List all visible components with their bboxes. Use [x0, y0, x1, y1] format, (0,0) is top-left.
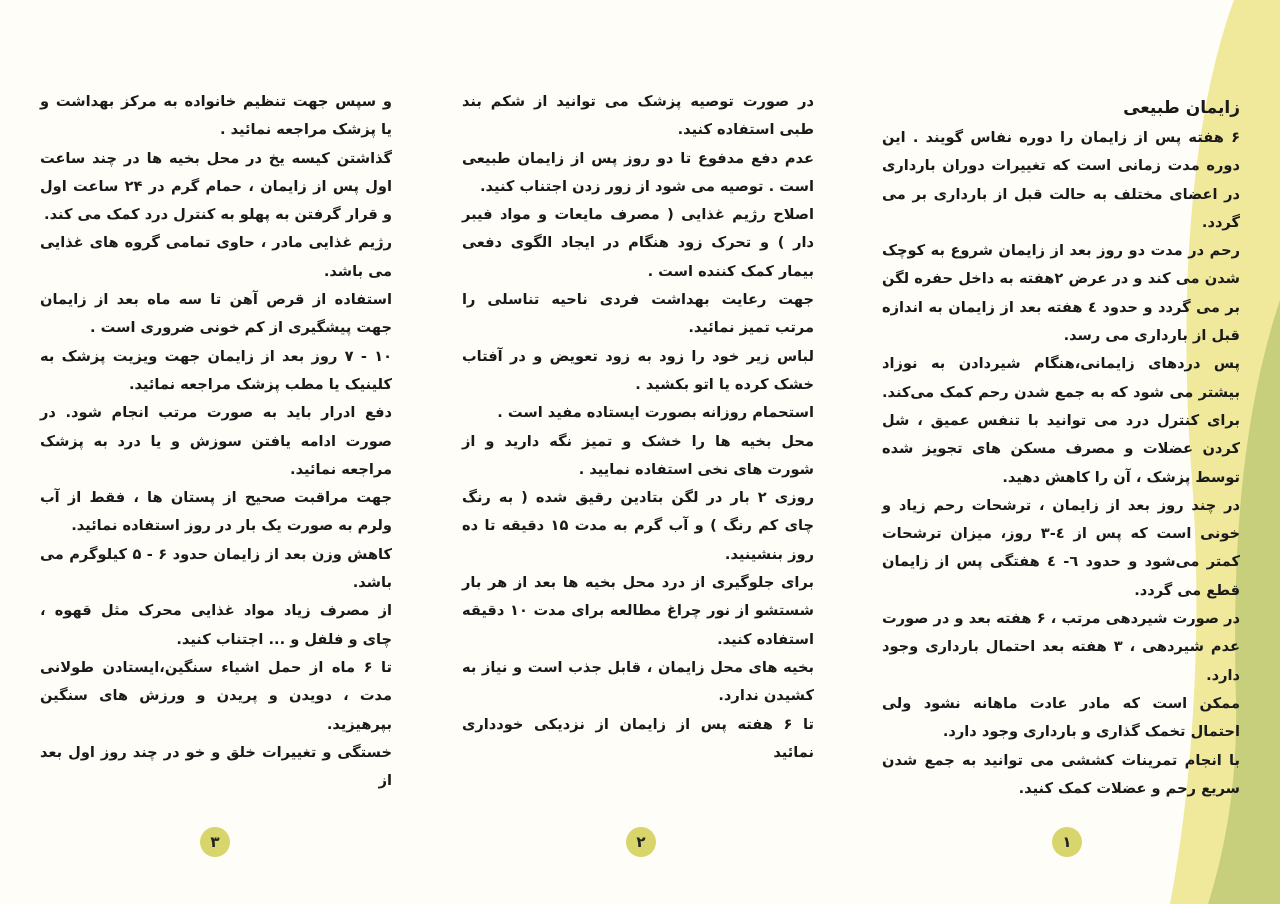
paragraph: رحم در مدت دو روز بعد از زایمان شروع به کوچک شدن می کند و در عرض ۲هفته به داخل حفره لگن بر می گردد و حدود ٤ هفته بعد از زایمان به اندازه قبل از بارداری می رسد.: [882, 242, 1240, 345]
paragraph: از مصرف زیاد مواد غذایی محرک مثل قهوه ، چای و فلفل و ... اجتناب کنید.: [40, 602, 392, 648]
page-1-column: [882, 94, 1240, 803]
paragraph: جهت مراقبت صحیح از پستان ها ، فقط از آب ولرم به صورت یک بار در روز استفاده نمائید.: [40, 489, 392, 535]
paragraph: تا ۶ ماه از حمل اشیاء سنگین،ایستادن طولانی مدت ، دویدن و پریدن و ورزش های سنگین بپرهیزید.: [40, 658, 392, 733]
paragraph: برای جلوگیری از درد محل بخیه ها بعد از هر بار شستشو از نور چراغ مطالعه برای مدت ۱۰ دقیقه استفاده کنید.: [462, 574, 815, 648]
page-number-badge: ۲: [626, 827, 656, 857]
paragraph: خستگی و تغییرات خلق و خو در چند روز اول بعد از: [40, 743, 392, 790]
page-2-column: [462, 88, 814, 767]
paragraph: رژیم غذایی مادر ، حاوی تمامی گروه های غذایی می باشد.: [40, 234, 392, 280]
page-number-badge: ۳: [200, 827, 230, 857]
paragraph: در صورت توصیه پزشک می توانید از شکم بند طبی استفاده کنید.: [462, 93, 814, 139]
paragraph: ۶ هفته پس از زایمان را دوره نفاس گویند . این دوره مدت زمانی است که تغییرات دوران بارداری در اعضای مختلف به حالت قبل از بارداری بر می گردد.: [882, 129, 1240, 231]
paragraph: و سپس جهت تنظیم خانواده به مرکز بهداشت و یا پزشک مراجعه نمائید .: [40, 93, 392, 139]
paragraph: در چند روز بعد از زایمان ، ترشحات رحم زیاد و خونی است که پس از ٤-٣ روز، میزان ترشحات کمتر می‌شود و حدود ٦- ٤ هفتگی پس از زایمان قطع می گردد.: [882, 496, 1241, 599]
paragraph: ممکن است که مادر عادت ماهانه نشود ولی احتمال تخمک گذاری و بارداری وجود دارد.: [882, 694, 1240, 741]
paragraph: پس دردهای زایمانی،هنگام شیردادن به نوزاد بیشتر می شود که به جمع شدن رحم کمک می‌کند. برای کنترل درد می توانید با تنفس عمیق ، شل کردن عضلات و مصرف مسکن های تجویز شده توسط پزشک ، آن را کاهش دهید.: [882, 355, 1240, 486]
paragraph: کاهش وزن بعد از زایمان حدود ۶ - ۵ کیلوگرم می باشد.: [40, 545, 392, 592]
paragraph: تا ۶ هفته پس از زایمان از نزدیکی خودداری نمائید: [462, 715, 815, 761]
paragraph: ۱۰ - ۷ روز بعد از زایمان جهت ویزیت پزشک به کلینیک یا مطب پزشک مراجعه نمائید.: [40, 347, 393, 393]
paragraph: روزی ۲ بار در لگن بتادین رقیق شده ( به رنگ چای کم رنگ ) و آب گرم به مدت ۱۵ دقیقه تا ده روز بنشینید.: [462, 489, 814, 563]
paragraph: استحمام روزانه بصورت ایستاده مفید است .: [497, 404, 814, 422]
paragraph: محل بخیه ها را خشک و تمیز نگه دارید و از شورت های نخی استفاده نمایید .: [462, 432, 814, 478]
paragraph: اصلاح رژیم غذایی ( مصرف مایعات و مواد فیبر دار ) و تحرک زود هنگام در ایجاد الگوی دفعی بیمار کمک کننده است .: [462, 206, 814, 280]
paragraph: جهت رعایت بهداشت فردی ناحیه تناسلی را مرتب تمیز نمائید.: [462, 291, 814, 337]
paragraph: گذاشتن کیسه یخ در محل بخیه ها در چند ساعت اول پس از زایمان ، حمام گرم در ۲۴ ساعت اول و قرار گرفتن به پهلو به کنترل درد کمک می کند.: [40, 149, 392, 224]
paragraph: بخیه های محل زایمان ، قابل جذب است و نیاز به کشیدن ندارد.: [462, 658, 814, 705]
section-title: زایمان طبیعی: [1123, 98, 1240, 118]
page-number-badge: ۱: [1052, 827, 1082, 857]
paragraph: عدم دفع مدفوع تا دو روز پس از زایمان طبیعی است . توصیه می شود از زور زدن اجتناب کنید.: [462, 149, 814, 195]
paragraph: دفع ادرار باید به صورت مرتب انجام شود. در صورت ادامه یافتن سوزش و یا درد به پزشک مراجعه نمائید.: [40, 404, 392, 478]
paragraph: با انجام تمرینات کششی می توانید به جمع شدن سریع رحم و عضلات کمک کنید.: [882, 751, 1240, 797]
paragraph: لباس زیر خود را زود به زود تعویض و در آفتاب خشک کرده یا اتو بکشید .: [462, 347, 814, 393]
paragraph: در صورت شیردهی مرتب ، ۶ هفته بعد و در صورت عدم شیردهی ، ۳ هفته بعد احتمال بارداری وجود دارد.: [882, 610, 1240, 684]
page-3-column: [40, 88, 392, 795]
paragraph: استفاده از قرص آهن تا سه ماه بعد از زایمان جهت پیشگیری از کم خونی ضروری است .: [40, 291, 392, 337]
